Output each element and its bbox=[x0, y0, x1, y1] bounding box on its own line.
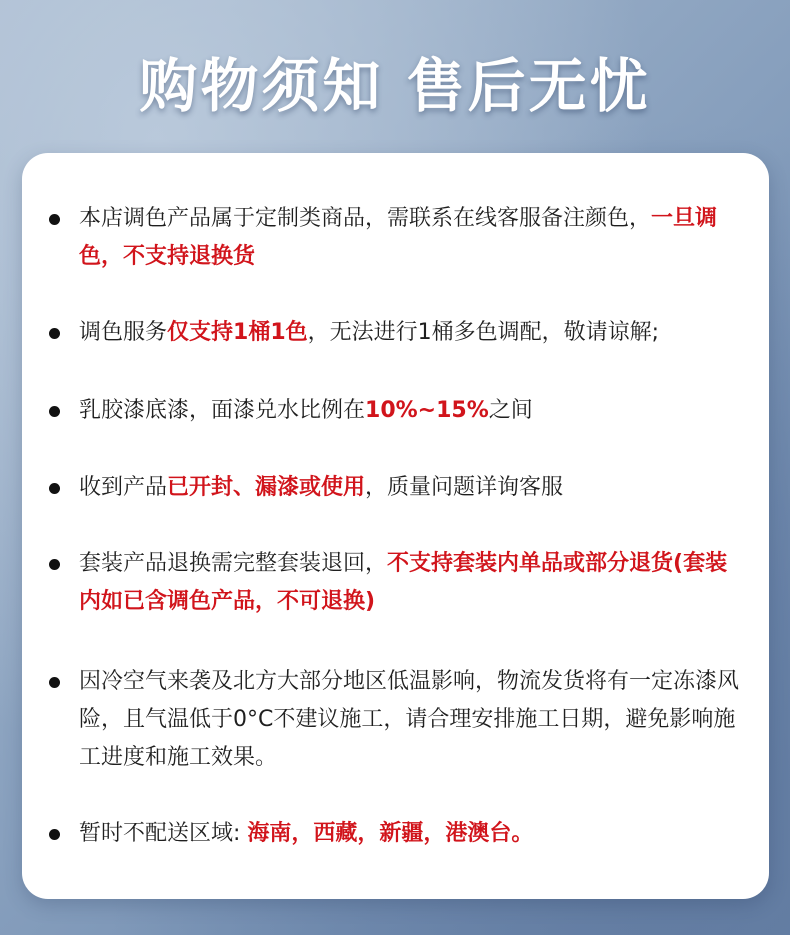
notice-text: 套装产品退换需完整套装退回， bbox=[79, 551, 388, 576]
notice-highlight: 10%~15% bbox=[365, 398, 489, 423]
notice-text: 乳胶漆底漆，面漆兑水比例在 bbox=[79, 398, 366, 423]
notice-card bbox=[22, 153, 769, 899]
notice-item-cold-weather bbox=[79, 663, 739, 777]
notice-highlight: 一旦调色，不支持退换货 bbox=[79, 206, 718, 269]
page-title: 购物须知 售后无忧 bbox=[139, 52, 651, 120]
notice-highlight: 仅支持1桶1色 bbox=[167, 320, 308, 345]
notice-text: 之间 bbox=[488, 398, 533, 423]
notice-text: 收到产品 bbox=[79, 475, 168, 500]
notice-item-no-delivery bbox=[79, 815, 739, 853]
notice-text: 暂时不配送区域: bbox=[79, 821, 248, 846]
notice-item-water-ratio bbox=[79, 392, 739, 430]
notice-text: ，无法进行1桶多色调配，敬请谅解; bbox=[307, 320, 660, 345]
notice-item-bundle-return bbox=[79, 545, 739, 621]
bullet-icon bbox=[49, 559, 60, 570]
notice-item-custom-color bbox=[79, 200, 739, 276]
bullet-icon bbox=[49, 328, 60, 339]
notice-highlight: 不支持套装内单品或部分退货(套装内如已含调色产品，不可退换) bbox=[79, 551, 728, 614]
notice-text: 本店调色产品属于定制类商品，需联系在线客服备注颜色， bbox=[79, 206, 652, 231]
notice-text: 调色服务 bbox=[79, 320, 168, 345]
notice-item-opened-product bbox=[79, 469, 739, 507]
bullet-icon bbox=[49, 406, 60, 417]
bullet-icon bbox=[49, 483, 60, 494]
notice-text: 因冷空气来袭及北方大部分地区低温影响，物流发货将有一定冻漆风险，且气温低于0°C不建议施工，请合理安排施工日期，避免影响施工进度和施工效果。 bbox=[79, 669, 740, 770]
notice-highlight: 已开封、漏漆或使用 bbox=[167, 475, 366, 500]
notice-text: ，质量问题详询客服 bbox=[365, 475, 564, 500]
bullet-icon bbox=[49, 677, 60, 688]
notice-item-one-color bbox=[79, 314, 739, 352]
notice-highlight: 海南，西藏，新疆，港澳台。 bbox=[247, 821, 534, 846]
bullet-icon bbox=[49, 829, 60, 840]
bullet-icon bbox=[49, 214, 60, 225]
